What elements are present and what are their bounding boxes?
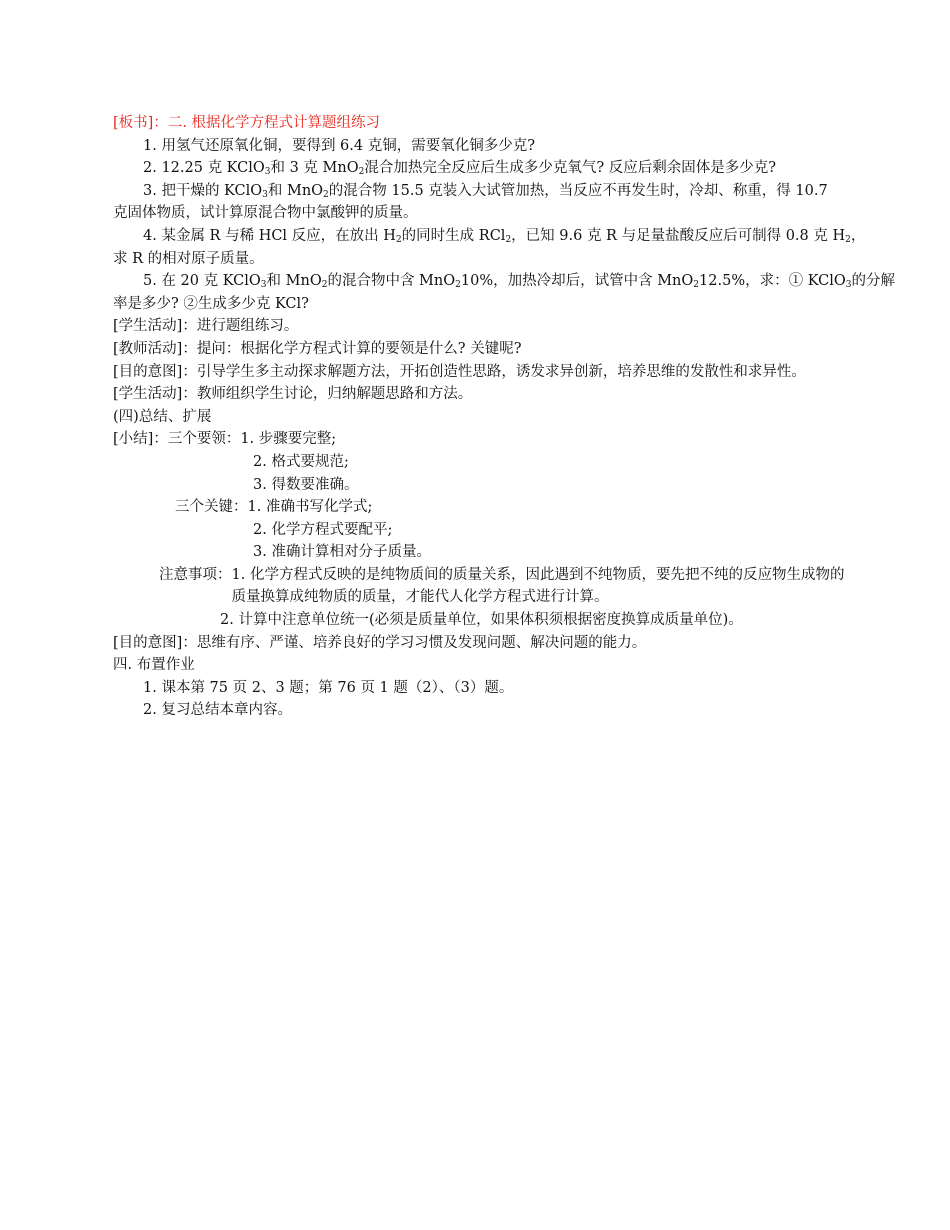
homework-item-1: 1. 课本第 75 页 2、3 题；第 76 页 1 题（2）、（3）题。: [143, 679, 514, 696]
summary-points-3: 3. 得数要准确。: [253, 476, 359, 493]
board-title: 二. 根据化学方程式计算题组练习: [167, 115, 381, 131]
summary-note-1: [113, 564, 848, 609]
summary-points-1: [小结]：三个要领：1. 步骤要完整;: [113, 431, 337, 448]
homework-item-2: 2. 复习总结本章内容。: [143, 702, 292, 719]
intent-1-label: [目的意图]：: [113, 363, 197, 380]
problem-2: 2. 12.25 克 KClO$_3$和 3 克 MnO$_2$混合加热完全反应后生成多少克氧气? 反应后剩余固体是多少克?: [143, 160, 777, 178]
intent-2: [目的意图]：思维有序、严谨、培养良好的学习习惯及发现问题、解决问题的能力。: [113, 634, 647, 651]
summary-points-2: 2. 格式要规范;: [253, 453, 349, 470]
summary-note-2: 2. 计算中注意单位统一(必须是质量单位，如果体积须根据密度换算成质量单位)。: [220, 612, 743, 629]
intent-1: [113, 361, 848, 384]
note-1-text: 1. 化学方程式反映的是纯物质间的质量关系，因此遇到不纯物质，要先把不纯的反应物生成物的质量换算成纯物质的质量，才能代人化学方程式进行计算。: [231, 566, 845, 606]
intent-1-text: 引导学生多主动探求解题方法，开拓创造性思路，诱发求异创新，培养思维的发散性和求异性。: [196, 363, 806, 380]
problem-3-cont: 克固体物质，试计算原混合物中氯酸钾的质量。: [113, 205, 418, 222]
problem-5-cont: 率是多少? ②生成多少克 KCl?: [113, 295, 309, 312]
summary-heading: (四)总结、扩展: [113, 408, 212, 425]
student-activity-1: [学生活动]：进行题组练习。: [113, 318, 299, 335]
board-tag: [板书]：: [113, 115, 168, 131]
document-page: [113, 112, 895, 722]
student-activity-2: [学生活动]：教师组织学生讨论，归纳解题思路和方法。: [113, 386, 473, 403]
problem-1: 1. 用氢气还原氧化铜，要得到 6.4 克铜，需要氧化铜多少克?: [143, 137, 535, 154]
notes-label: 注意事项：: [159, 566, 232, 583]
summary-keys-2: 2. 化学方程式要配平;: [253, 521, 393, 538]
problem-4-cont: 求 R 的相对原子质量。: [113, 250, 264, 267]
teacher-activity: [教师活动]：提问：根据化学方程式计算的要领是什么? 关键呢?: [113, 340, 522, 357]
problem-4: 4. 某金属 R 与稀 HCl 反应，在放出 $H_2$的同时生成 RCl$_2$，已知 9.6 克 R 与足量盐酸反应后可制得 0.8 克 $H_2$，: [143, 227, 866, 245]
board-heading: [113, 112, 848, 135]
summary-keys-1: 三个关键：1. 准确书写化学式;: [175, 499, 373, 516]
homework-heading: 四. 布置作业: [113, 657, 195, 674]
problem-5: 5. 在 20 克 KClO$_3$和 MnO$_2$的混合物中含 MnO$_2$10%，加热冷却后，试管中含 MnO$_2$12.5%，求：① KClO$_3$的分解: [143, 273, 895, 291]
summary-keys-3: 3. 准确计算相对分子质量。: [253, 544, 431, 561]
problem-3: 3. 把干燥的 KClO$_3$和 MnO$_2$的混合物 15.5 克装入大试管加热，当反应不再发生时，冷却、称重，得 10.7: [143, 182, 828, 200]
